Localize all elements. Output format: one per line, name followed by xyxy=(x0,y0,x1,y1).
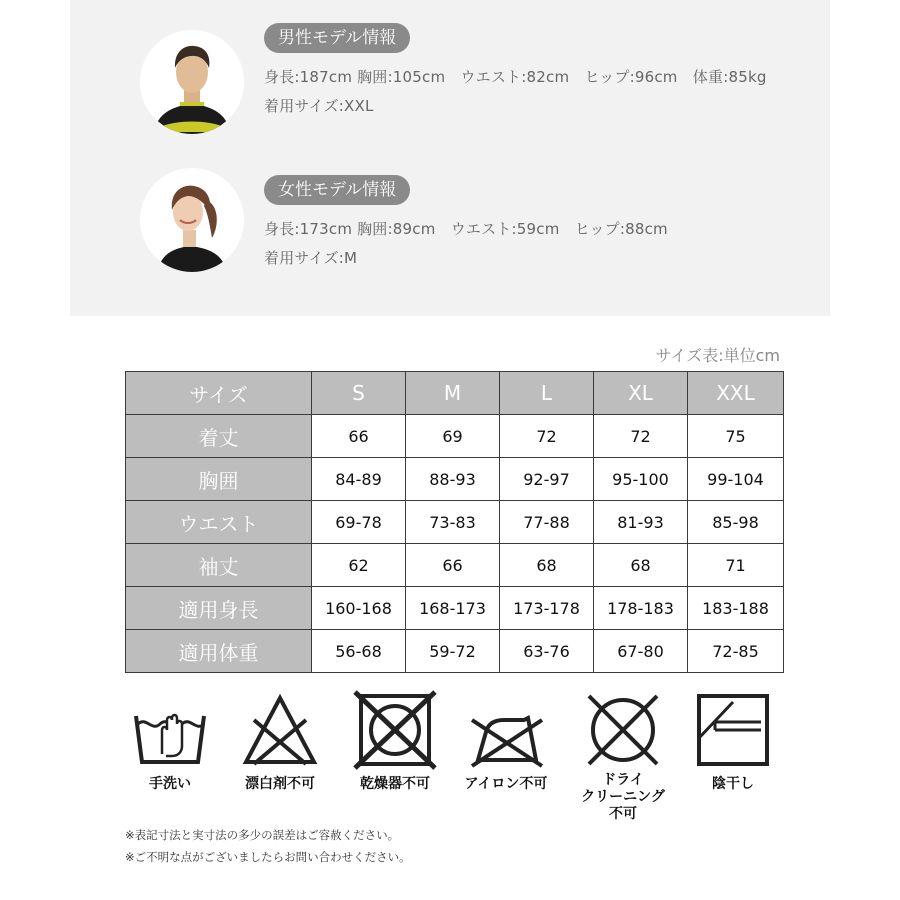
care-label: 手洗い xyxy=(149,776,191,792)
table-cell: 66 xyxy=(406,544,500,587)
notes xyxy=(125,824,411,868)
care-item-no-iron xyxy=(446,690,566,793)
table-cell: 81-93 xyxy=(594,501,688,544)
no-dry-clean-icon xyxy=(581,690,665,770)
table-cell: 63-76 xyxy=(500,630,594,673)
table-row xyxy=(126,587,784,630)
table-cell: 99-104 xyxy=(688,458,784,501)
table-cell: 69-78 xyxy=(312,501,406,544)
female-model-measurements: 身長:173cm 胸囲:89cm ウエスト:59cm ヒップ:88cm xyxy=(264,220,668,238)
table-cell: 183-188 xyxy=(688,587,784,630)
note-line: ※表記寸法と実寸法の多少の誤差はご容赦ください。 xyxy=(125,828,400,842)
table-row xyxy=(126,630,784,673)
hand-wash-icon xyxy=(130,690,210,770)
care-item-no-bleach xyxy=(220,690,340,793)
row-label: 着丈 xyxy=(126,415,312,458)
table-cell: 56-68 xyxy=(312,630,406,673)
header-cell-s: S xyxy=(312,372,406,415)
table-cell: 68 xyxy=(500,544,594,587)
table-cell: 68 xyxy=(594,544,688,587)
no-bleach-icon xyxy=(240,690,320,770)
care-label: アイロン不可 xyxy=(464,776,548,792)
table-cell: 85-98 xyxy=(688,501,784,544)
table-cell: 72 xyxy=(594,415,688,458)
no-iron-icon xyxy=(464,690,548,770)
table-cell: 73-83 xyxy=(406,501,500,544)
header-cell-l: L xyxy=(500,372,594,415)
male-model-photo xyxy=(140,30,244,134)
header-cell-xxl: XXL xyxy=(688,372,784,415)
care-label: 乾燥器不可 xyxy=(360,776,430,792)
male-model-tag: 男性モデル情報 xyxy=(264,23,410,53)
table-cell: 173-178 xyxy=(500,587,594,630)
care-item-hand-wash xyxy=(110,690,230,793)
table-cell: 160-168 xyxy=(312,587,406,630)
care-item-no-dry-clean xyxy=(563,690,683,823)
table-cell: 69 xyxy=(406,415,500,458)
table-cell: 92-97 xyxy=(500,458,594,501)
table-cell: 59-72 xyxy=(406,630,500,673)
shade-dry-icon xyxy=(693,690,773,770)
table-cell: 75 xyxy=(688,415,784,458)
size-table xyxy=(125,371,784,673)
care-label: ドライ クリーニング 不可 xyxy=(581,772,665,822)
row-label: 胸囲 xyxy=(126,458,312,501)
female-model-tag: 女性モデル情報 xyxy=(264,175,410,205)
table-cell: 77-88 xyxy=(500,501,594,544)
table-row xyxy=(126,501,784,544)
header-cell-label: サイズ xyxy=(126,372,312,415)
table-cell: 72 xyxy=(500,415,594,458)
male-model-wear-size: 着用サイズ:XXL xyxy=(264,97,374,115)
header-cell-xl: XL xyxy=(594,372,688,415)
table-cell: 84-89 xyxy=(312,458,406,501)
male-model-measurements: 身長:187cm 胸囲:105cm ウエスト:82cm ヒップ:96cm 体重:85kg xyxy=(264,68,767,86)
size-table-header-row xyxy=(126,372,784,415)
care-item-shade-dry xyxy=(673,690,793,793)
header-cell-m: M xyxy=(406,372,500,415)
table-cell: 72-85 xyxy=(688,630,784,673)
female-model-photo xyxy=(140,168,244,272)
row-label: 袖丈 xyxy=(126,544,312,587)
no-tumble-dry-icon xyxy=(353,690,437,770)
table-cell: 67-80 xyxy=(594,630,688,673)
table-cell: 62 xyxy=(312,544,406,587)
care-item-no-tumble-dry xyxy=(335,690,455,793)
row-label: ウエスト xyxy=(126,501,312,544)
size-table-caption: サイズ表:単位cm xyxy=(655,346,780,365)
model-info-panel xyxy=(70,0,830,316)
table-cell: 168-173 xyxy=(406,587,500,630)
table-cell: 71 xyxy=(688,544,784,587)
care-label: 漂白剤不可 xyxy=(245,776,315,792)
note-line: ※ご不明な点がございましたらお問い合わせください。 xyxy=(125,850,411,864)
female-model-wear-size: 着用サイズ:M xyxy=(264,249,358,267)
row-label: 適用体重 xyxy=(126,630,312,673)
table-row xyxy=(126,415,784,458)
table-row xyxy=(126,544,784,587)
care-label: 陰干し xyxy=(712,776,754,792)
table-cell: 95-100 xyxy=(594,458,688,501)
table-row xyxy=(126,458,784,501)
table-cell: 178-183 xyxy=(594,587,688,630)
table-cell: 66 xyxy=(312,415,406,458)
row-label: 適用身長 xyxy=(126,587,312,630)
table-cell: 88-93 xyxy=(406,458,500,501)
